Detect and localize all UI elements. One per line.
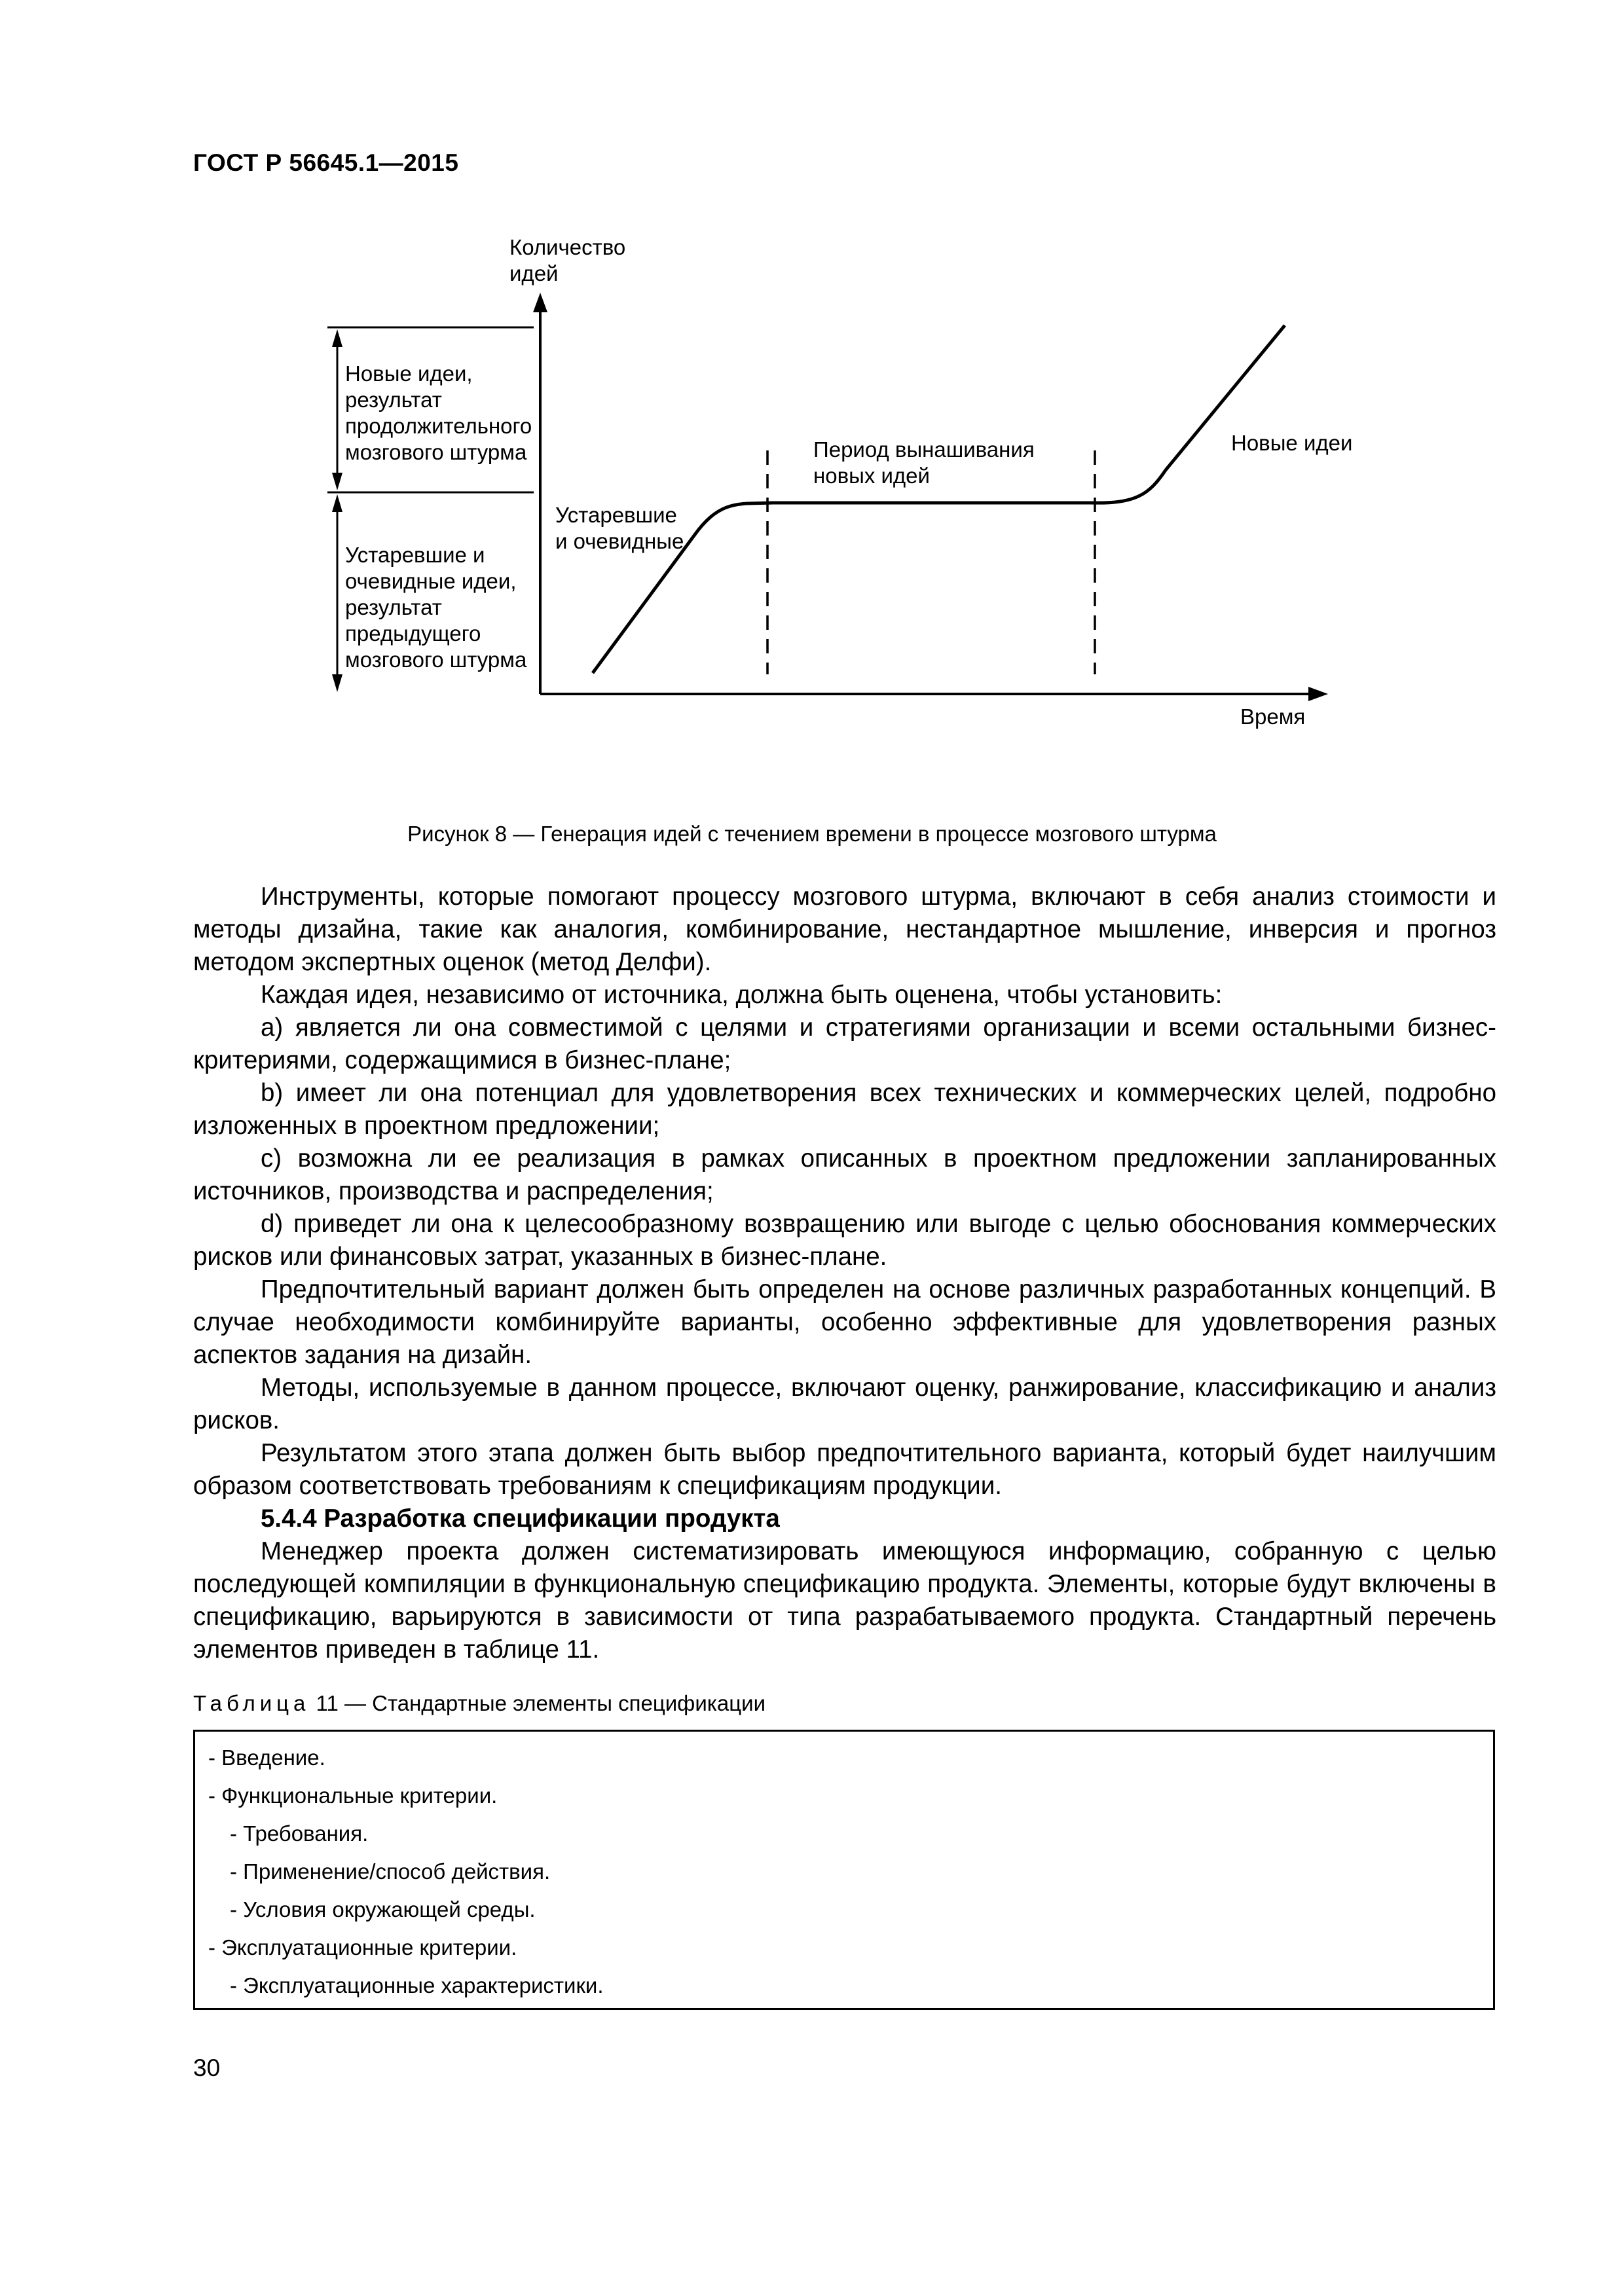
- figure-caption: Рисунок 8 — Генерация идей с течением времени в процессе мозгового штурма: [407, 822, 1217, 846]
- table-item: - Функциональные критерии.: [208, 1783, 498, 1808]
- phase-old-label: Устаревшие и очевидные: [555, 503, 684, 553]
- phase-incubation-label: Период вынашивания новых идей: [813, 437, 1035, 488]
- section-heading: 5.4.4 Разработка спецификации продукта: [261, 1504, 780, 1533]
- brace-lower-label: Устаревшие и очевидные идеи, результат предыдущего мозгового штурма: [345, 543, 527, 672]
- figure-idea-generation: [0, 0, 1624, 818]
- table-title-prefix: Таблица: [193, 1691, 310, 1715]
- paragraph-specification: Менеджер проекта должен систематизировать имеющуюся информацию, собранную с целью последующей компиляции в функциональную спецификацию продукта. Элементы, которые будут включены в спецификацию, варьируются в зависимости от типа разрабатываемого продукта. Стандартный перечень элементов приведен в таблице 11.: [193, 1537, 1496, 1664]
- table-item: - Эксплуатационные критерии.: [208, 1935, 517, 1959]
- paragraph-evaluation-intro: Каждая идея, независимо от источника, должна быть оценена, чтобы установить:: [261, 981, 1223, 1009]
- paragraph-tools: Инструменты, которые помогают процессу мозгового штурма, включают в себя анализ стоимости и методы дизайна, такие как аналогия, комбинирование, нестандартное мышление, инверсия и прогноз методом экспертных оценок (метод Делфи).: [193, 883, 1496, 976]
- specification-table: [193, 1730, 1495, 2010]
- idea-count-curve: [593, 325, 1285, 673]
- document-header: ГОСТ Р 56645.1—2015: [193, 149, 459, 176]
- phase-new-label: Новые идеи: [1231, 431, 1353, 455]
- x-axis-label: Время: [1240, 704, 1306, 729]
- paragraph-criterion-d: d) приведет ли она к целесообразному возвращению или выгоде с целью обоснования коммерческих рисков или финансовых затрат, указанных в бизнес-плане.: [193, 1210, 1496, 1271]
- x-axis-arrowhead: [1308, 687, 1328, 701]
- paragraph-methods: Методы, используемые в данном процессе, включают оценку, ранжирование, классификацию и анализ рисков.: [193, 1374, 1496, 1434]
- table-item: - Условия окружающей среды.: [230, 1897, 536, 1922]
- brace-lower-arrow-top: [332, 494, 342, 512]
- paragraph-criterion-b: b) имеет ли она потенциал для удовлетворения всех технических и коммерческих целей, подробно изложенных в проектном предложении;: [193, 1079, 1496, 1140]
- table-item: - Применение/способ действия.: [230, 1859, 551, 1884]
- brace-upper-label: Новые идеи, результат продолжительного мозгового штурма: [345, 361, 532, 464]
- table-title: [193, 1691, 766, 1716]
- y-axis-arrowhead: [533, 293, 547, 312]
- paragraph-result: Результатом этого этапа должен быть выбор предпочтительного варианта, который будет наилучшим образом соответствовать требованиям к спецификациям продукции.: [193, 1439, 1496, 1500]
- table-title-text: 11 — Стандартные элементы спецификации: [310, 1691, 766, 1715]
- brace-lower-arrow-bottom: [332, 674, 342, 692]
- body-text: [193, 881, 1496, 1666]
- brace-upper-arrow-top: [332, 329, 342, 347]
- page-number: 30: [193, 2054, 221, 2081]
- paragraph-criterion-c: с) возможна ли ее реализация в рамках описанных в проектном предложении запланированных источников, производства и распределения;: [193, 1144, 1496, 1205]
- paragraph-criterion-a: а) является ли она совместимой с целями и стратегиями организации и всеми остальными бизнес-критериями, содержащимися в бизнес-плане;: [193, 1013, 1496, 1074]
- idea-generation-diagram: [0, 0, 1624, 818]
- brace-upper-arrow-bottom: [332, 473, 342, 490]
- table-item: - Требования.: [230, 1821, 369, 1846]
- paragraph-preferred-variant: Предпочтительный вариант должен быть определен на основе различных разработанных концепций. В случае необходимости комбинируйте варианты, особенно эффективные для удовлетворения разных аспектов задания на дизайн.: [193, 1275, 1496, 1369]
- y-axis-label: Количество идей: [509, 235, 626, 285]
- table-item: - Эксплуатационные характеристики.: [230, 1973, 604, 1997]
- table-item: - Введение.: [208, 1745, 325, 1770]
